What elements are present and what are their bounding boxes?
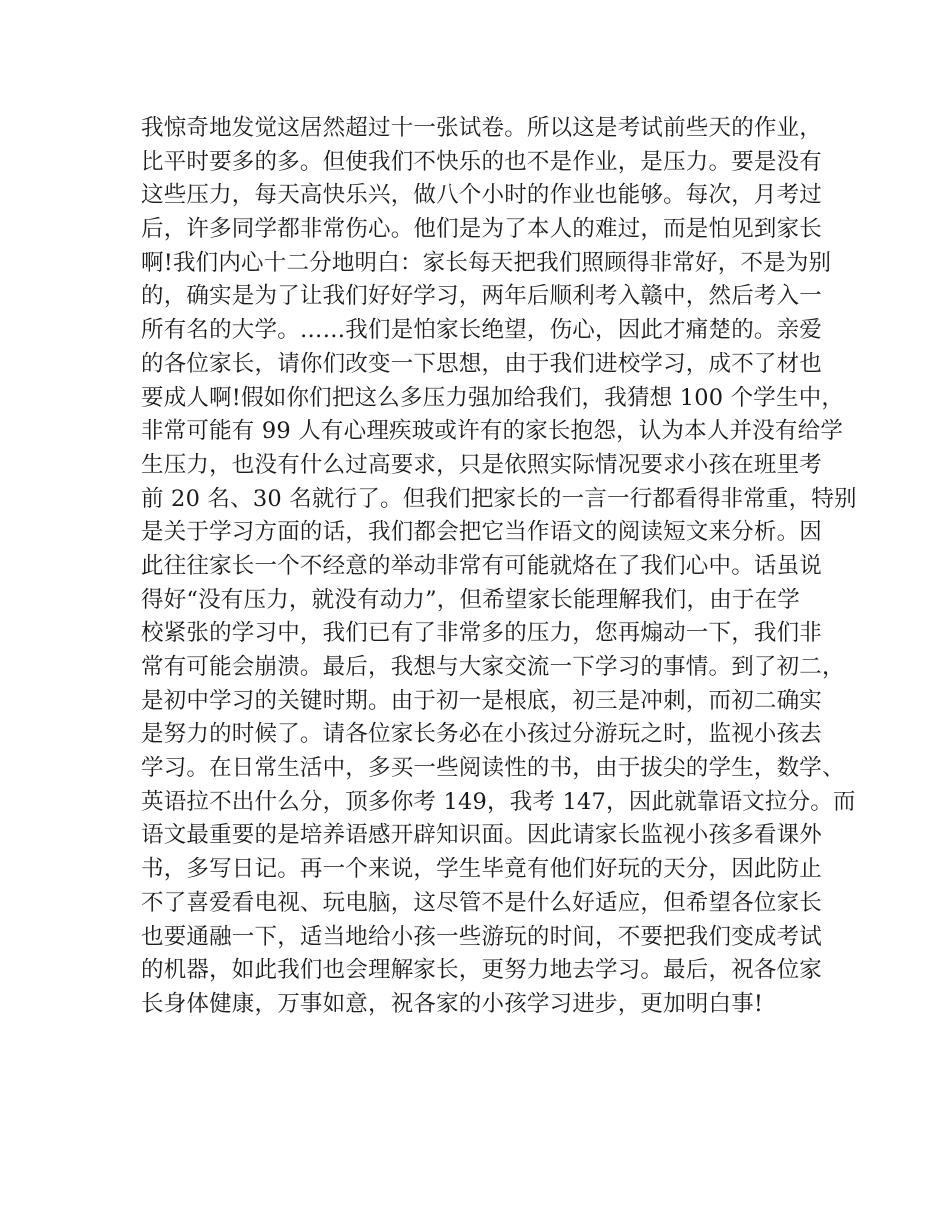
text-line: 得好“没有压力，就没有动力”，但希望家长能理解我们，由于在学 bbox=[141, 586, 801, 613]
text-line: 生压力，也没有什么过高要求，只是依照实际情况要求小孩在班里考 bbox=[141, 451, 823, 478]
text-line: 我惊奇地发觉这居然超过十一张试卷。所以这是考试前些天的作业， bbox=[141, 115, 823, 141]
text-line: 常有可能会崩溃。最后，我想与大家交流一下学习的事情。到了初二， bbox=[141, 654, 845, 680]
text-line: 非常可能有 99 人有心理疾玻或许有的家长抱怨，认为本人并没有给学 bbox=[141, 418, 844, 445]
text-line: 的各位家长，请你们改变一下思想，由于我们进校学习，成不了材也 bbox=[141, 350, 823, 377]
text-line: 也要通融一下，适当地给小孩一些游玩的时间，不要把我们变成考试 bbox=[141, 923, 823, 950]
text-line: 前 20 名、30 名就行了。但我们把家长的一言一行都看得非常重，特别 bbox=[141, 485, 857, 512]
text-line: 所有名的大学。……我们是怕家长绝望，伤心，因此才痛楚的。亲爱 bbox=[141, 317, 823, 344]
text-line: 此往往家长一个不经意的举动非常有可能就烙在了我们心中。话虽说 bbox=[141, 552, 823, 579]
text-line: 学习。在日常生活中，多买一些阅读性的书，由于拔尖的学生，数学、 bbox=[141, 755, 845, 782]
body-text bbox=[141, 112, 857, 1022]
text-line: 是努力的时候了。请各位家长务必在小孩过分游玩之时，监视小孩去 bbox=[141, 721, 823, 748]
text-line: 是初中学习的关键时期。由于初一是根底，初三是冲刺，而初二确实 bbox=[141, 687, 823, 714]
text-line: 这些压力，每天高快乐兴，做八个小时的作业也能够。每次，月考过 bbox=[141, 182, 823, 209]
text-line: 啊!我们内心十二分地明白：家长每天把我们照顾得非常好，不是为别 bbox=[141, 249, 832, 276]
text-line: 长身体健康，万事如意，祝各家的小孩学习进步，更加明白事! bbox=[141, 990, 764, 1017]
text-line: 要成人啊!假如你们把这么多压力强加给我们，我猜想 100 个学生中， bbox=[141, 384, 845, 411]
text-line: 比平时要多的多。但使我们不快乐的也不是作业，是压力。要是没有 bbox=[141, 148, 823, 175]
text-line: 书，多写日记。再一个来说，学生毕竟有他们好玩的天分，因此防止 bbox=[141, 856, 823, 883]
text-line: 的机器，如此我们也会理解家长，更努力地去学习。最后，祝各位家 bbox=[141, 957, 823, 984]
text-line: 后，许多同学都非常伤心。他们是为了本人的难过，而是怕见到家长 bbox=[141, 216, 823, 243]
text-line: 是关于学习方面的话，我们都会把它当作语文的阅读短文来分析。因 bbox=[141, 519, 823, 546]
text-line: 英语拉不出什么分，顶多你考 149，我考 147，因此就靠语文拉分。而 bbox=[141, 788, 856, 815]
text-line: 校紧张的学习中，我们已有了非常多的压力，您再煽动一下，我们非 bbox=[141, 620, 823, 647]
text-line: 的，确实是为了让我们好好学习，两年后顺利考入赣中，然后考入一 bbox=[141, 283, 823, 310]
text-line: 不了喜爱看电视、玩电脑，这尽管不是什么好适应，但希望各位家长 bbox=[141, 889, 823, 916]
text-line: 语文最重要的是培养语感开辟知识面。因此请家长监视小孩多看课外 bbox=[141, 822, 823, 849]
